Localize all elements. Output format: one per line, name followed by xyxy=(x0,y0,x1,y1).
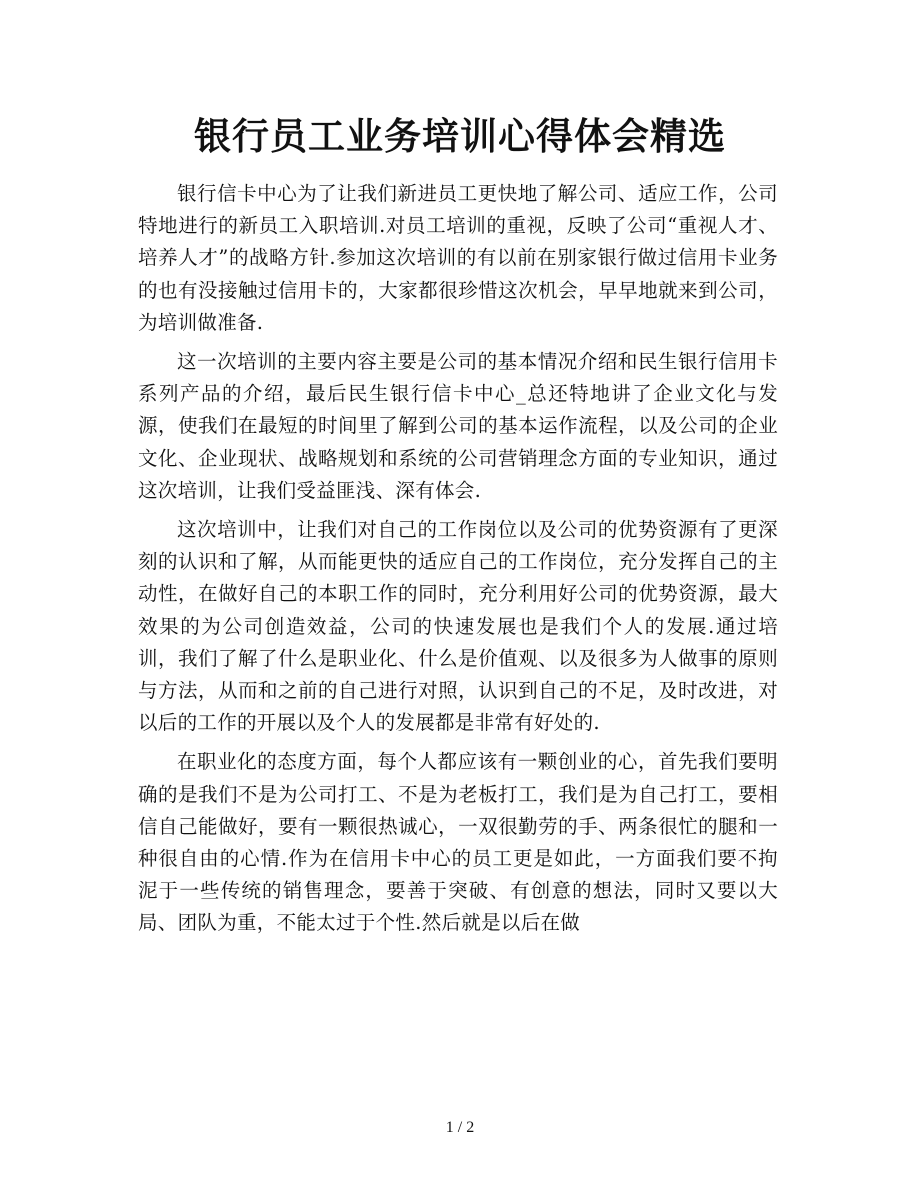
document-body xyxy=(138,178,778,947)
page-number: 1 / 2 xyxy=(445,1119,475,1136)
paragraph-4: 在职业化的态度方面，每个人都应该有一颗创业的心，首先我们要明确的是我们不是为公司打工、不是为老板打工，我们是为自己打工，要相信自己能做好，要有一颗很热诚心，一双很勤劳的手、两条很忙的腿和一种很自由的心情.作为在信用卡中心的员工更是如此，一方面我们要不拘泥于一些传统的销售理念，要善于突破、有创意的想法，同时又要以大局、团队为重，不能太过于个性.然后就是以后在做 xyxy=(138,750,778,935)
paragraph-2: 这一次培训的主要内容主要是公司的基本情况介绍和民生银行信用卡系列产品的介绍，最后民生银行信卡中心_总还特地讲了企业文化与发源，使我们在最短的时间里了解到公司的基本运作流程，以及公司的企业文化、企业现状、战略规划和系统的公司营销理念方面的专业知识，通过这次培训，让我们受益匪浅、深有体会. xyxy=(138,350,778,502)
paragraph-1: 银行信卡中心为了让我们新进员工更快地了解公司、适应工作，公司特地进行的新员工入职培训.对员工培训的重视，反映了公司“重视人才、培养人才”的战略方针.参加这次培训的有以前在别家银行做过信用卡业务的也有没接触过信用卡的，大家都很珍惜这次机会，早早地就来到公司，为培训做准备. xyxy=(138,182,778,334)
paragraph-3: 这次培训中，让我们对自己的工作岗位以及公司的优势资源有了更深刻的认识和了解，从而能更快的适应自己的工作岗位，充分发挥自己的主动性，在做好自己的本职工作的同时，充分利用好公司的优势资源，最大效果的为公司创造效益，公司的快速发展也是我们个人的发展.通过培训，我们了解了什么是职业化、什么是价值观、以及很多为人做事的原则与方法，从而和之前的自己进行对照，认识到自己的不足，及时改进，对以后的工作的开展以及个人的发展都是非常有好处的. xyxy=(138,518,778,735)
document-title: 银行员工业务培训心得体会精选 xyxy=(194,114,726,158)
